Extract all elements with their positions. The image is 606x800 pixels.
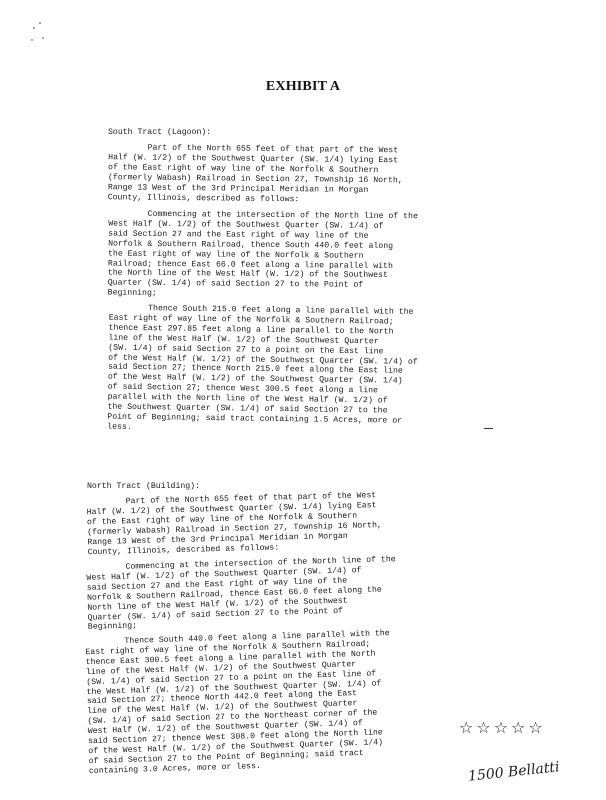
south-tract-paragraph-2: Commencing at the intersection of the North line of the West Half (W. 1/2) of the Southwest Quarter (SW. 1/4) of said Section 27 and the East right of way line of the Norfolk & Southern Railroad, thence South 440.0 feet along the East right of way line of the Norfolk & Southern Railroad; thence East 66.0 feet along a line parallel with the North line of the West Half (W. 1/2) of the Southwest Quarter (SW. 1/4) of said Section 27 to the Point of Beginning; <box>107 209 418 299</box>
north-tract-heading: North Tract (Building): <box>87 482 201 491</box>
north-tract-paragraph-1: Part of the North 655 feet of that part of the West Half (W. 1/2) of the Southwest Quarter (SW. 1/4) lying East of the East right of way line of the Norfolk & Southern (formerly Wabash) Railroad in Section 27, Township 16 North, Range 13 West of the 3rd Principal Meridian in Morgan County, Illinois, described as follows: <box>86 491 382 557</box>
star-outline-icon: ☆☆☆☆☆ <box>459 718 546 737</box>
north-tract-paragraph-3: Thence South 440.0 feet along a line parallel with the East right of way line of the Norfolk & Southern Railroad; thence East 300.5 feet along a line parallel with the North line of the West Half (W. 1/2) of the Southwest Quarter (SW. 1/4) of said Section 27 to a point on the East line of the West Half (W. 1/2) of the Southwest Quarter (SW. 1/4) of said Section 27; thence North 442.0 feet along the East line of the West Half (W. 1/2) of the Southwest Quarter (SW. 1/4) of said Section 27 to the Northeast corner of the West Half (W. 1/2) of the Southwest Quarter (SW. 1/4) of said Section 27; thence West 308.0 feet along the North line of the West Half (W. 1/2) of the Southwest Quarter (SW. 1/4) of said Section 27 to the Point of Beginning; said tract containing 3.0 Acres, more or less. <box>85 629 390 776</box>
south-tract-paragraph-3: Thence South 215.0 feet along a line parallel with the East right of way line of the Norfolk & Southern Railroad; thence East 297.85 feet along a line parallel to the North line of the West Half (W. 1/2) of the Southwest Quarter (SW. 1/4) of said Section 27 to a point on the East line of the West Half (W. 1/2) of the Southwest Quarter (SW. 1/4) of said Section 27; thence North 215.0 feet along the East line of the West Half (W. 1/2) of the Southwest Quarter (SW. 1/4) of said Section 27; thence West 300.5 feet along a line parallel with the North line of the West Half (W. 1/2) of the Southwest Quarter (SW. 1/4) of said Section 27 to the Point of Beginning; said tract containing 1.5 Acres, more or less. <box>107 303 418 432</box>
handwritten-notation: 1500 Bellatti <box>467 759 561 785</box>
south-tract-heading: South Tract (Lagoon): <box>108 128 212 137</box>
south-tract-paragraph-1: Part of the North 655 feet of that part of the West Half (W. 1/2) of the Southwest Quarter (SW. 1/4) lying East of the East right of way line of the Norfolk & Southern (formerly Wabash) Railroad in Section 27, Township 16 North, Range 13 West of the 3rd Principal Meridian in Morgan County, Illinois, described as follows: <box>107 143 403 204</box>
margin-mark <box>484 428 493 429</box>
north-tract-paragraph-2: Commencing at the intersection of the North line of the West Half (W. 1/2) of the Southwest Quarter (SW. 1/4) of said Section 27 and the East right of way line of the Norfolk & Southern Railroad, thence East 66.0 feet along the North line of the West Half (W. 1/2) of the Southwest Quarter (SW. 1/4) of said Section 27 to the Point of Beginning; <box>86 555 396 633</box>
exhibit-title: EXHIBIT A <box>265 79 341 94</box>
scan-marks <box>28 18 68 48</box>
